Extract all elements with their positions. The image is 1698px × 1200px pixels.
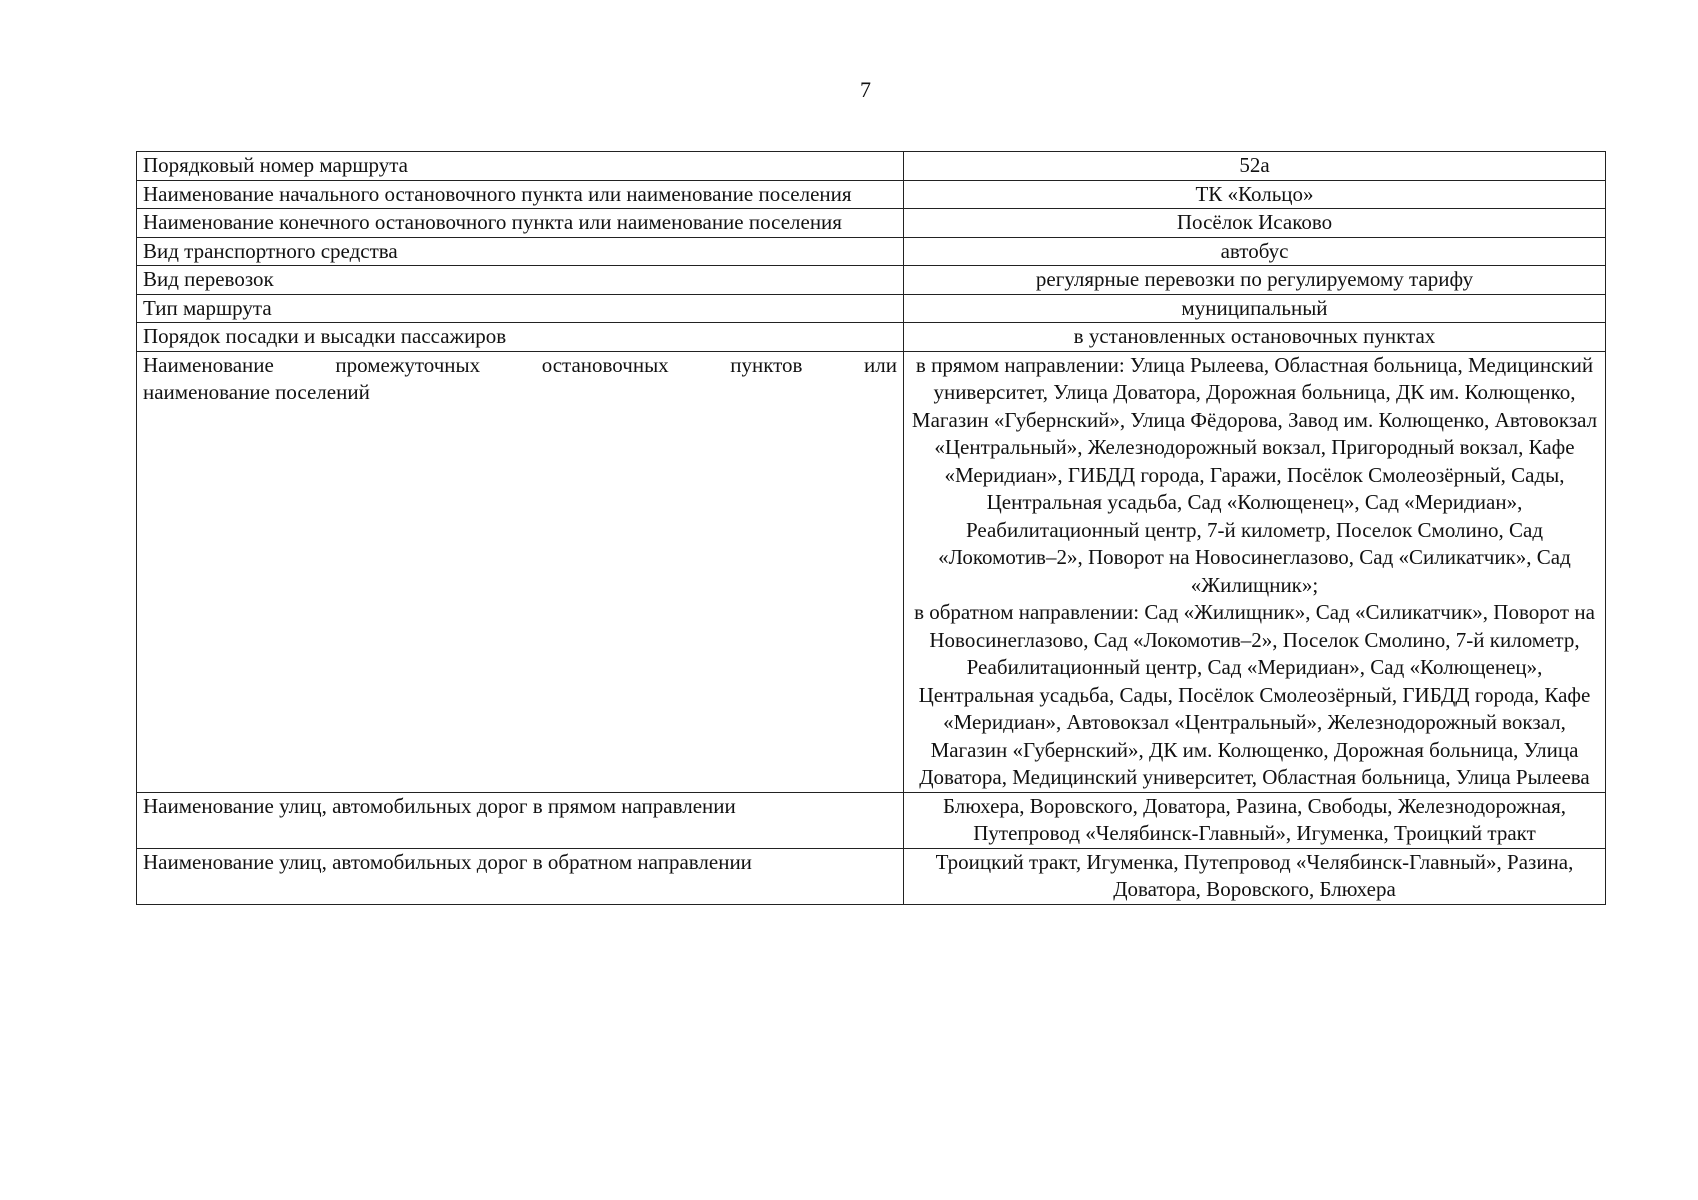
row-value [904,351,1606,792]
row-label-line: Наименование промежуточных остановочных пунктов или [143,352,897,377]
reverse-stops-text: в обратном направлении: Сад «Жилищник», Сад «Силикатчик», Поворот на Новосинеглазово, Сад «Локомотив–2», Поселок Смолино, 7-й километр, Реабилитационный центр, Сад «Меридиан», Сад «Колющенец», Центральная усадьба, Сады, Посёлок Смолеозёрный, ГИБДД города, Кафе «Меридиан», Автовокзал «Центральный», Железнодорожный вокзал, Магазин «Губернский», ДК им. Колющенко, Дорожная больница, Улица Доватора, Медицинский университет, Областная больница, Улица Рылеева [914,600,1595,789]
row-label: Наименование улиц, автомобильных дорог в прямом направлении [137,792,904,848]
row-label: Порядок посадки и высадки пассажиров [137,323,904,352]
row-label [137,351,904,792]
row-label-line: наименование поселений [143,380,370,404]
row-value: регулярные перевозки по регулируемому тарифу [904,266,1606,295]
row-label: Наименование начального остановочного пункта или наименование поселения [137,180,904,209]
table-row [137,792,1606,848]
table-row [137,209,1606,238]
page-number: 7 [860,77,871,102]
table-row [137,294,1606,323]
row-value: Блюхера, Воровского, Доватора, Разина, Свободы, Железнодорожная, Путепровод «Челябинск-Главный», Игуменка, Троицкий тракт [904,792,1606,848]
table-row [137,848,1606,904]
row-value: ТК «Кольцо» [904,180,1606,209]
row-label: Вид транспортного средства [137,237,904,266]
table-row [137,180,1606,209]
table-row [137,266,1606,295]
row-label: Наименование конечного остановочного пункта или наименование поселения [137,209,904,238]
row-label: Вид перевозок [137,266,904,295]
row-value: автобус [904,237,1606,266]
forward-stops-text: в прямом направлении: Улица Рылеева, Областная больница, Медицинский университет, Улица Доватора, Дорожная больница, ДК им. Колющенко, Магазин «Губернский», Улица Фёдорова, Завод им. Колющенко, Автовокзал «Центральный», Железнодорожный вокзал, Пригородный вокзал, Кафе «Меридиан», ГИБДД города, Гаражи, Посёлок Смолеозёрный, Сады, Центральная усадьба, Сад «Колющенец», Сад «Меридиан», Реабилитационный центр, 7-й километр, Поселок Смолино, Сад «Локомотив–2», Поворот на Новосинеглазово, Сад «Силикатчик», Сад «Жилищник»; [911,352,1598,597]
table-row [137,237,1606,266]
row-value: в установленных остановочных пунктах [904,323,1606,352]
row-value: Посёлок Исаково [904,209,1606,238]
row-value: 52а [904,152,1606,181]
route-passport-table [136,151,1606,905]
row-label: Порядковый номер маршрута [137,152,904,181]
table-row [137,323,1606,352]
table-row [137,152,1606,181]
row-value: муниципальный [904,294,1606,323]
row-label: Наименование улиц, автомобильных дорог в обратном направлении [137,848,904,904]
row-value: Троицкий тракт, Игуменка, Путепровод «Челябинск-Главный», Разина, Доватора, Воровского, Блюхера [904,848,1606,904]
table-row [137,351,1606,792]
row-label: Тип маршрута [137,294,904,323]
